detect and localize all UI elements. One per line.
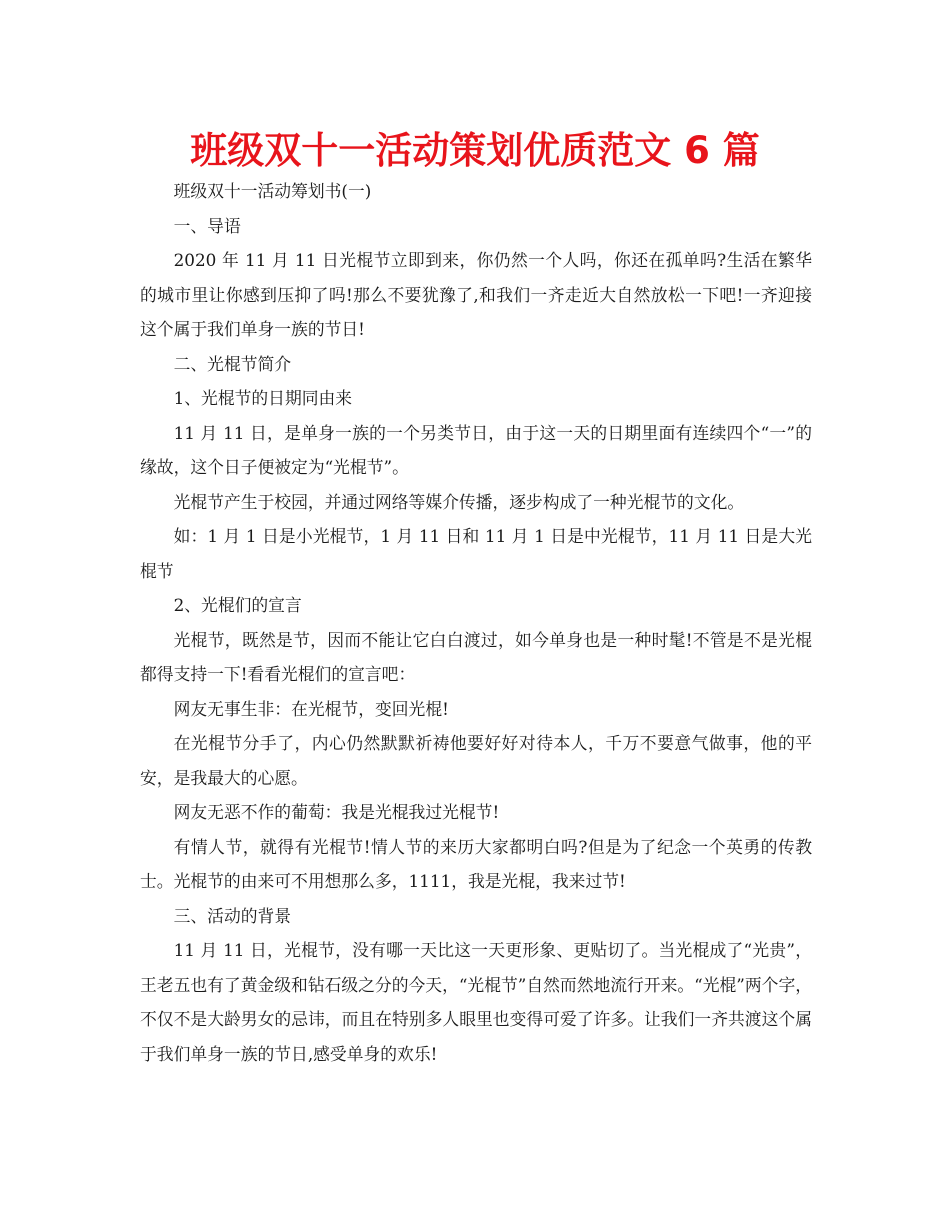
quote-line: 网友无事生非：在光棍节，变回光棍!	[173, 698, 449, 719]
paragraph: 光棍节产生于校园，并通过网络等媒介传播，逐步构成了一种光棍节的文化。	[173, 491, 745, 512]
subtitle-heading: 班级双十一活动筹划书(一)	[173, 181, 372, 201]
paragraph: 有情人节，就得有光棍节!情人节的来历大家都明白吗?但是为了纪念一个英勇的传教士。光棍节的由来可不用想那么多，1111，我是光棍，我来过节!	[140, 836, 812, 891]
paragraph: 2020 年 11 月 11 日光棍节立即到来，你仍然一个人吗，你还在孤单吗?生活在繁华的城市里让你感到压抑了吗!那么不要犹豫了,和我们一齐走近大自然放松一下吧!一齐迎接这个属于我们单身一族的节日!	[140, 250, 812, 339]
paragraph: 在光棍节分手了，内心仍然默默祈祷他要好好对待本人，千万不要意气做事，他的平安，是我最大的心愿。	[140, 733, 812, 788]
section-heading-overview: 二、光棍节简介	[173, 353, 292, 374]
section-heading-background: 三、活动的背景	[173, 905, 292, 926]
section-heading-intro: 一、导语	[173, 215, 241, 236]
subsection-heading-origin: 1、光棍节的日期同由来	[173, 388, 353, 408]
paragraph: 光棍节，既然是节，因而不能让它白白渡过，如今单身也是一种时髦!不管是不是光棍都得支持一下!看看光棍们的宣言吧：	[140, 629, 812, 684]
paragraph: 11 月 11 日，光棍节，没有哪一天比这一天更形象、更贴切了。当光棍成了“光贵”，王老五也有了黄金级和钻石级之分的今天，“光棍节”自然而然地流行开来。“光棍”两个字，不仅不是大龄男女的忌讳，而且在特别多人眼里也变得可爱了许多。让我们一齐共渡这个属于我们单身一族的节日,感受单身的欢乐!	[140, 940, 813, 1064]
paragraph: 11 月 11 日，是单身一族的一个另类节日，由于这一天的日期里面有连续四个“一”的缘故，这个日子便被定为“光棍节”。	[140, 422, 812, 477]
quote-line: 网友无恶不作的葡萄：我是光棍我过光棍节!	[173, 802, 500, 822]
paragraph: 如：1 月 1 日是小光棍节，1 月 11 日和 11 月 1 日是中光棍节，11 月 11 日是大光棍节	[140, 526, 812, 581]
document-title: 班级双十一活动策划优质范文 6 篇	[190, 129, 760, 172]
document-body	[140, 174, 812, 1071]
subsection-heading-declaration: 2、光棍们的宣言	[173, 595, 302, 615]
